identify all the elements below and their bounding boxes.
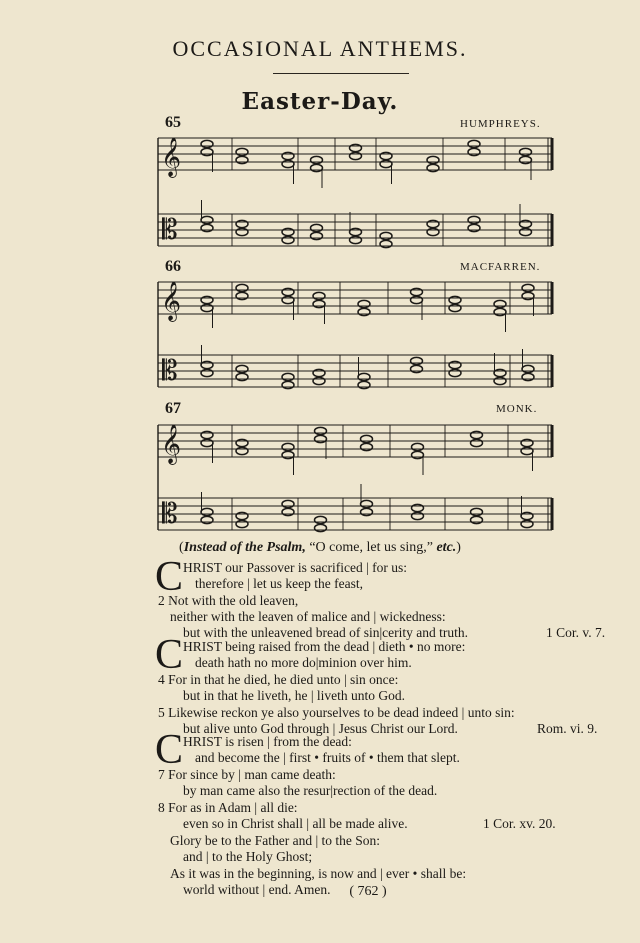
- anthem-line: world without | end. Amen.: [183, 882, 331, 897]
- drop-cap: C: [155, 554, 184, 600]
- scripture-reference: 1 Cor. v. 7.: [546, 625, 606, 640]
- anthem-line: 4 For in that he died, he died unto | sin once:: [158, 672, 399, 687]
- composer-monk: MONK.: [496, 403, 538, 415]
- anthem-line: but in that he liveth, he | liveth unto God.: [183, 688, 406, 703]
- drop-cap: C: [155, 727, 184, 773]
- anthem-line: by man came also the resur|rection of the dead.: [183, 783, 438, 798]
- anthem-line: 2 Not with the old leaven,: [158, 593, 299, 608]
- scripture-reference: 1 Cor. xv. 20.: [483, 816, 556, 831]
- day-title: Easter-Day.: [241, 88, 399, 115]
- anthem-line: HRIST our Passover is sacrificed | for us:: [183, 560, 408, 575]
- anthem-line: and | to the Holy Ghost;: [183, 849, 313, 864]
- svg-text:𝄡: 𝄡: [162, 354, 178, 387]
- instruction-line: (Instead of the Psalm, “O come, let us sing,” etc.): [179, 540, 461, 555]
- anthem-line: but alive unto God through | Jesus Christ our Lord.: [183, 721, 458, 736]
- anthem-line: 7 For since by | man came death:: [158, 767, 336, 782]
- anthem-line: even so in Christ shall | all be made alive.: [183, 816, 408, 831]
- drop-cap: C: [155, 632, 184, 678]
- anthem-line: death hath no more do|minion over him.: [195, 655, 412, 670]
- anthem-line: HRIST being raised from the dead | dieth • no more:: [183, 639, 466, 654]
- composer-macfarren: MACFARREN.: [460, 261, 541, 273]
- music-system-tune-67: [158, 424, 552, 532]
- section-title: OCCASIONAL ANTHEMS.: [172, 36, 468, 61]
- anthem-line: Glory be to the Father and | to the Son:: [170, 833, 381, 848]
- scripture-reference: Rom. vi. 9.: [537, 721, 598, 736]
- anthem-line: and become the | first • fruits of • them that slept.: [195, 750, 460, 765]
- instruction-italic: Instead of the Psalm,: [183, 540, 306, 555]
- tune-number-67: 67: [165, 400, 181, 417]
- anthem-line: therefore | let us keep the feast,: [195, 576, 363, 591]
- svg-text:𝄡: 𝄡: [162, 497, 178, 530]
- page-number: ( 762 ): [349, 884, 387, 899]
- anthem-line: but with the unleavened bread of sin|cerity and truth.: [183, 625, 468, 640]
- svg-text:𝄞: 𝄞: [161, 424, 182, 464]
- anthem-line: 8 For as in Adam | all die:: [158, 800, 298, 815]
- tune-number-66: 66: [165, 258, 181, 275]
- composer-humphreys: HUMPHREYS.: [460, 118, 541, 130]
- anthem-line: As it was in the beginning, is now and | ever • shall be:: [170, 866, 467, 881]
- svg-text:𝄞: 𝄞: [161, 281, 182, 321]
- tune-number-65: 65: [165, 114, 181, 131]
- music-system-tune-66: [158, 281, 552, 389]
- anthem-line: HRIST is risen | from the dead:: [183, 734, 352, 749]
- anthem-line: 5 Likewise reckon ye also yourselves to be dead indeed | unto sin:: [158, 705, 515, 720]
- svg-text:𝄞: 𝄞: [161, 137, 182, 177]
- anthem-line: neither with the leaven of malice and | wickedness:: [170, 609, 446, 624]
- music-system-tune-65: [158, 137, 552, 248]
- svg-text:𝄡: 𝄡: [162, 213, 178, 246]
